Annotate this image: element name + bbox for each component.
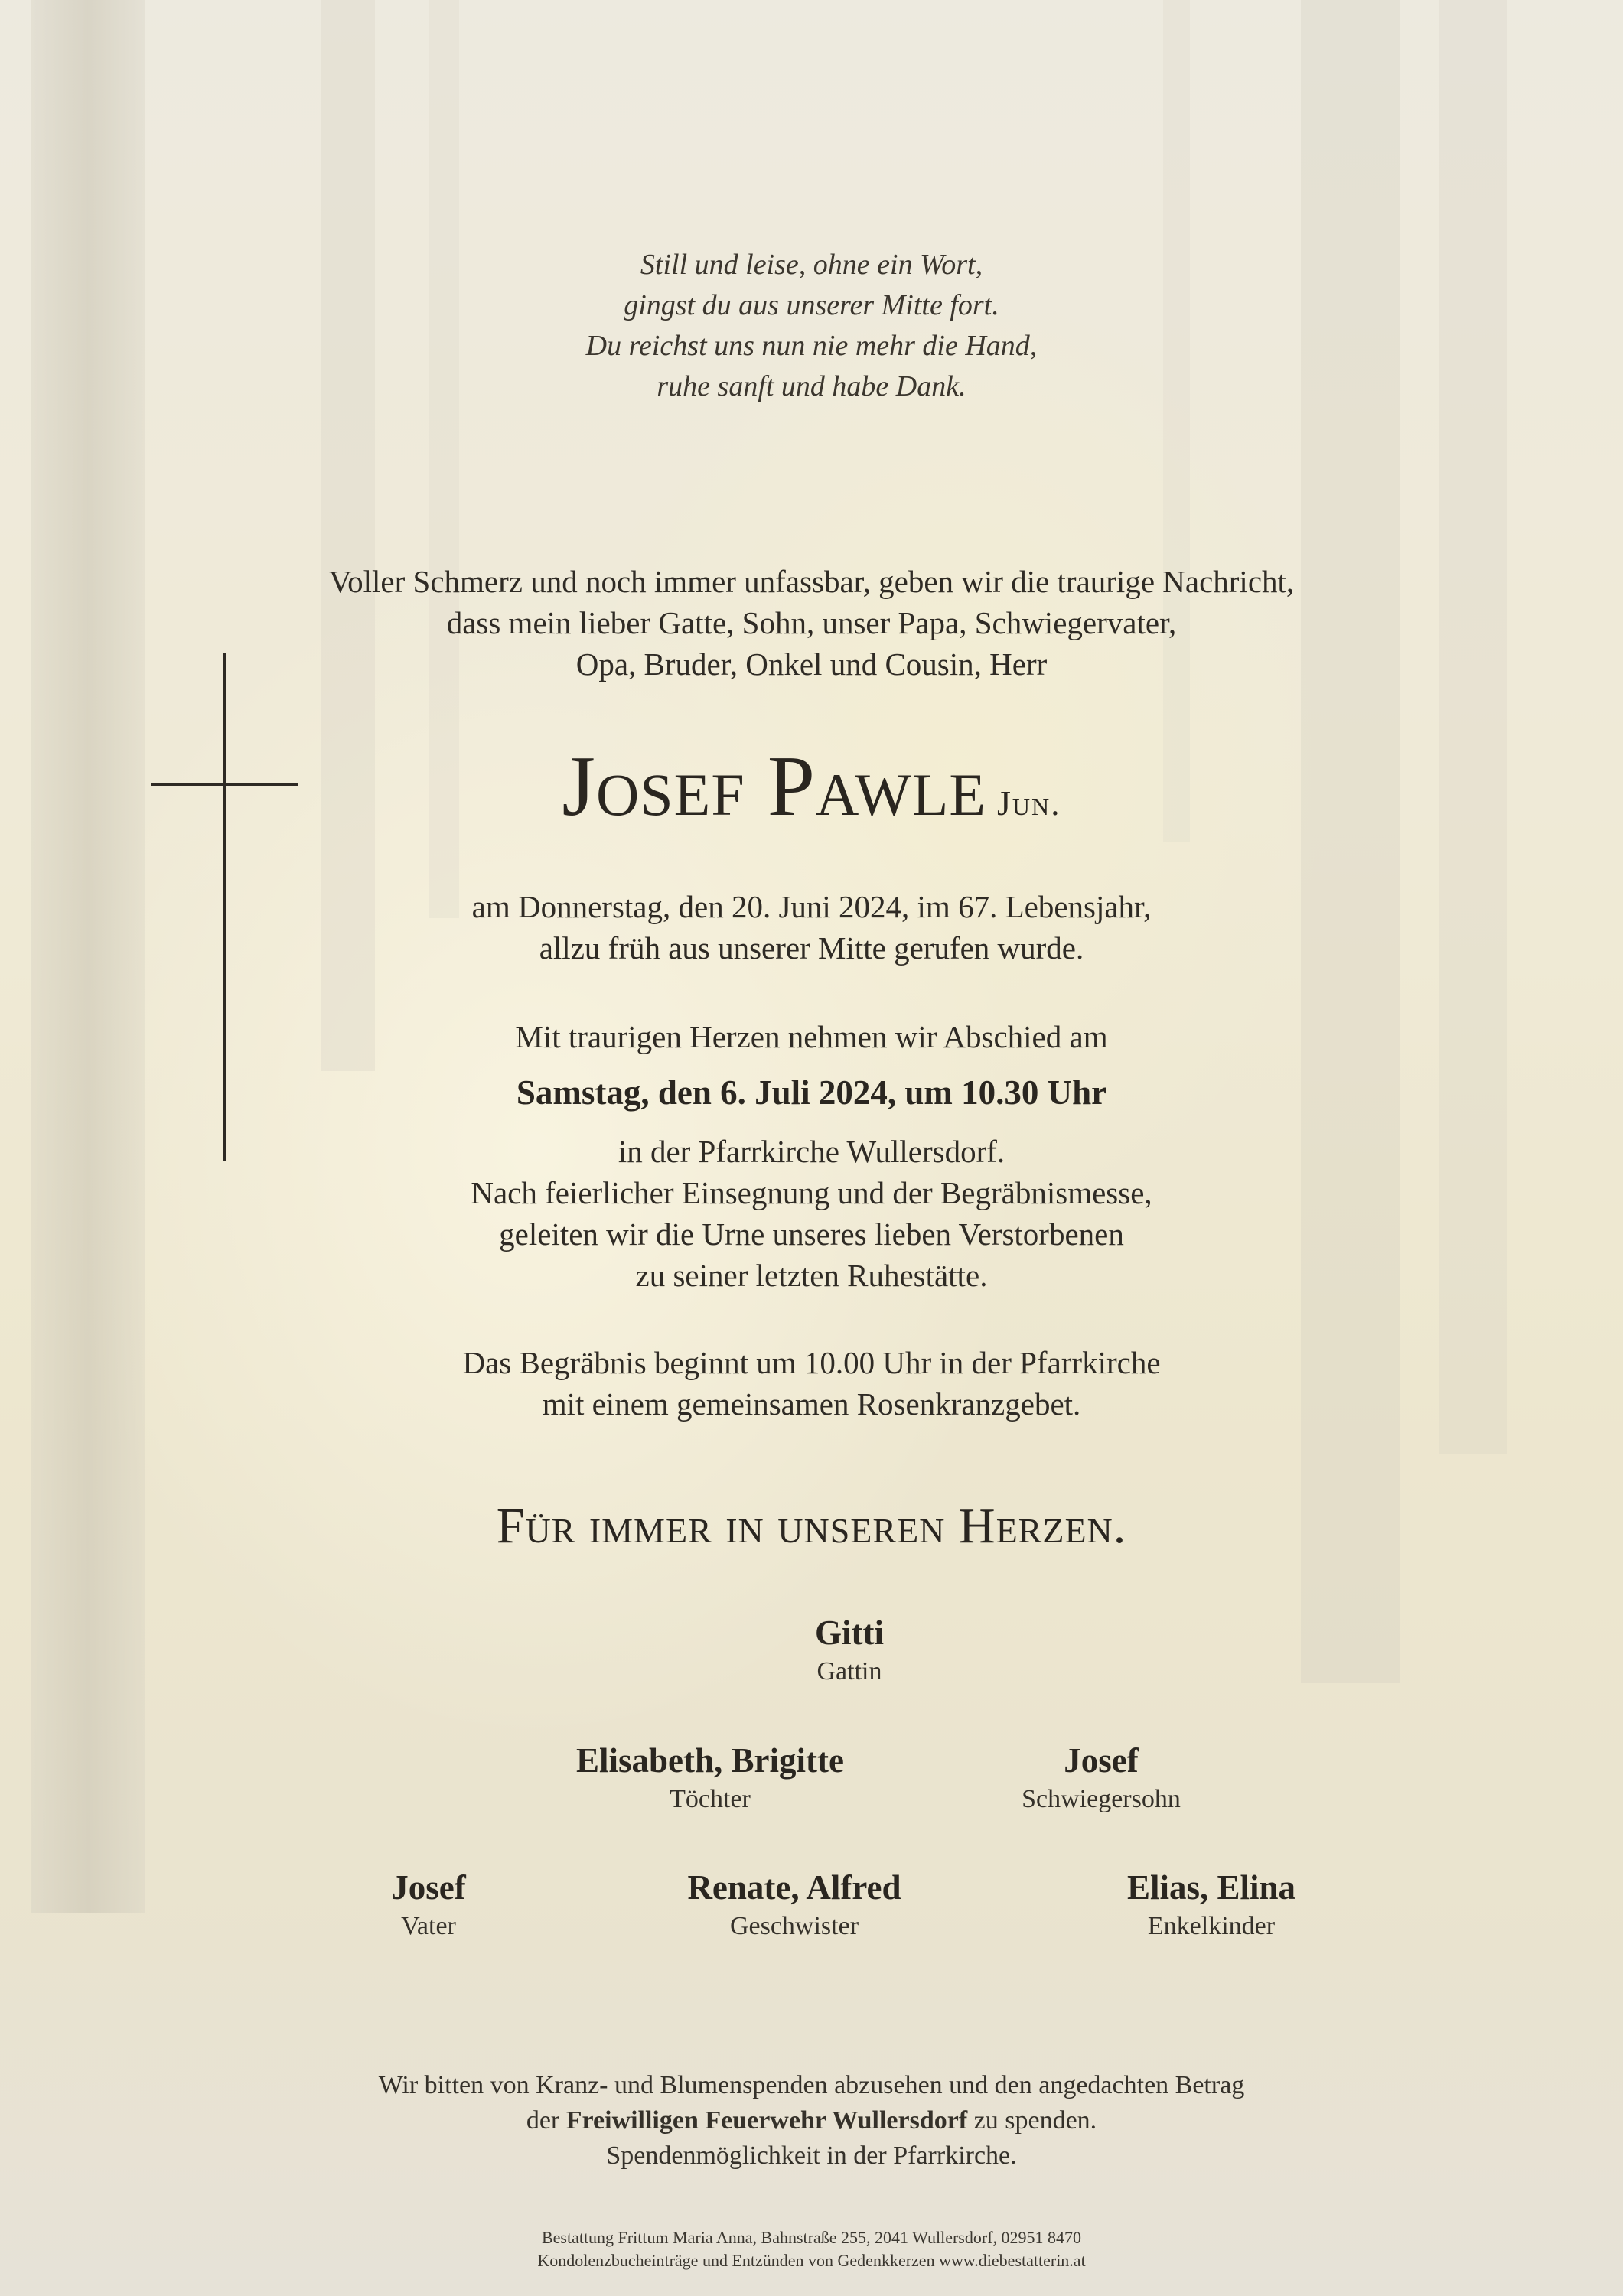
rosary-line: Das Begräbnis beginnt um 10.00 Uhr in der Pfarrkirche xyxy=(462,1345,1161,1380)
donation-recipient: Freiwilligen Feuerwehr Wullersdorf xyxy=(565,2106,968,2135)
poem-line: Still und leise, ohne ein Wort, xyxy=(640,249,983,281)
ceremony-line: geleiten wir die Urne unseres lieben Verstorbenen xyxy=(499,1216,1124,1252)
deceased-name-block xyxy=(0,741,1623,849)
poem-line: gingst du aus unserer Mitte fort. xyxy=(624,289,999,321)
rosary-line: mit einem gemeinsamen Rosenkranzgebet. xyxy=(542,1386,1081,1422)
footer-line: Kondolenzbucheinträge und Entzünden von Gedenkkerzen www.diebestatterin.at xyxy=(537,2251,1086,2270)
intro-line: Opa, Bruder, Onkel und Cousin, Herr xyxy=(575,646,1048,682)
motto: Für immer in unseren Herzen. xyxy=(496,1498,1127,1554)
family-member-name: Josef xyxy=(1064,1741,1139,1780)
family-member-role: Gattin xyxy=(816,1657,882,1685)
donation-text: zu spenden. xyxy=(973,2106,1097,2135)
donation-text: der xyxy=(526,2106,560,2135)
death-notice-line: allzu früh aus unserer Mitte gerufen wurde. xyxy=(539,930,1084,966)
family-member-role: Töchter xyxy=(670,1785,751,1813)
deceased-name: Josef Pawle xyxy=(562,739,986,834)
family-member-daughters xyxy=(481,1739,940,1817)
intro-line: Voller Schmerz und noch immer unfassbar, geben wir die traurige Nachricht, xyxy=(328,564,1295,599)
ceremony-line: Nach feierlicher Einsegnung und der Begräbnismesse, xyxy=(471,1175,1152,1210)
donation-line: Spendenmöglichkeit in der Pfarrkirche. xyxy=(606,2141,1017,2170)
death-notice xyxy=(0,886,1623,969)
family-member-name: Renate, Alfred xyxy=(687,1868,901,1907)
donation-line xyxy=(0,2103,1623,2138)
donation-request xyxy=(0,2068,1623,2174)
farewell-intro-text: Mit traurigen Herzen nehmen wir Abschied am xyxy=(515,1019,1108,1054)
rosary-text xyxy=(0,1342,1623,1425)
ceremony-line: in der Pfarrkirche Wullersdorf. xyxy=(618,1134,1005,1169)
poem-line: ruhe sanft und habe Dank. xyxy=(657,370,966,402)
family-member-role: Enkelkinder xyxy=(1147,1912,1276,1940)
family-member-name: Josef xyxy=(391,1868,466,1907)
death-notice-line: am Donnerstag, den 20. Juni 2024, im 67. Lebensjahr, xyxy=(471,889,1152,924)
family-member-son-in-law xyxy=(872,1739,1331,1817)
ceremony-line: zu seiner letzten Ruhestätte. xyxy=(635,1258,988,1293)
ceremony-text xyxy=(0,1131,1623,1296)
poem-line: Du reichst uns nun nie mehr die Hand, xyxy=(585,330,1038,362)
footer-line: Bestattung Frittum Maria Anna, Bahnstraße 255, 2041 Wullersdorf, 02951 8470 xyxy=(541,2228,1082,2247)
family-member-siblings xyxy=(565,1866,1024,1944)
family-member-name: Elias, Elina xyxy=(1126,1868,1296,1907)
deceased-name-suffix: Jun. xyxy=(996,783,1061,822)
family-member-role: Geschwister xyxy=(729,1912,859,1940)
farewell-date: Samstag, den 6. Juli 2024, um 10.30 Uhr xyxy=(516,1073,1107,1112)
intro-text xyxy=(0,561,1623,685)
intro-line: dass mein lieber Gatte, Sohn, unser Papa, Schwiegervater, xyxy=(446,605,1177,640)
family-member-role: Schwiegersohn xyxy=(1022,1785,1181,1813)
family-member-name: Elisabeth, Brigitte xyxy=(576,1741,844,1780)
farewell-intro xyxy=(0,1016,1623,1057)
family-member-grandchildren xyxy=(982,1866,1441,1944)
donation-line: Wir bitten von Kranz- und Blumenspenden abzusehen und den angedachten Betrag xyxy=(378,2071,1245,2099)
family-member-wife xyxy=(620,1611,1079,1689)
poem xyxy=(0,245,1623,407)
family-member-name: Gitti xyxy=(815,1614,884,1652)
family-member-role: Vater xyxy=(401,1912,456,1940)
footer xyxy=(0,2226,1623,2272)
